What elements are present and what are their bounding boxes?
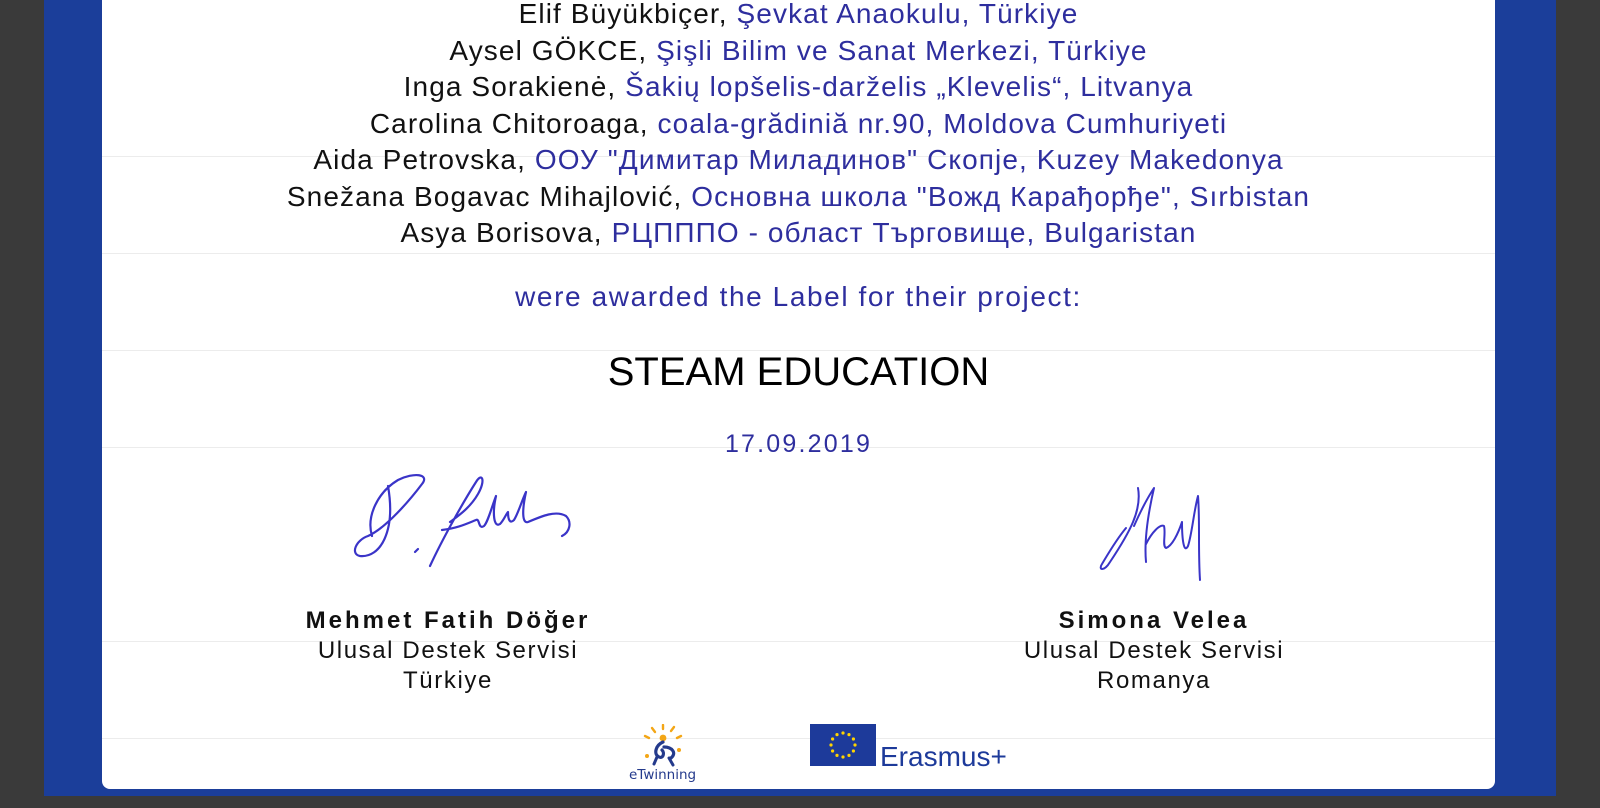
signatory-service: Ulusal Destek Servisi xyxy=(1023,637,1285,664)
participant-line xyxy=(102,69,1495,106)
etwinning-wordmark: eTwinning xyxy=(629,767,697,782)
participant-school: coala-grădiniă nr.90, Moldova Cumhuriyeti xyxy=(657,107,1228,139)
signature-right xyxy=(1094,480,1214,590)
signatory-country: Romanya xyxy=(1097,667,1211,694)
erasmus-logo xyxy=(878,740,1028,776)
signatory-service: Ulusal Destek Servisi xyxy=(317,637,579,664)
awarded-statement: were awarded the Label for their project: xyxy=(515,281,1082,312)
participant-school: Šakių lopšelis-darželis „Klevelis“, Litvanya xyxy=(625,71,1194,102)
project-title: STEAM EDUCATION xyxy=(607,350,990,394)
participant-line xyxy=(102,0,1495,33)
participant-school: Основна школа "Вожд Карађорђе", Sırbistan xyxy=(691,180,1311,212)
award-date: 17.09.2019 xyxy=(724,430,873,458)
participant-name: Aida Petrovska, xyxy=(313,144,535,175)
signatory-left xyxy=(238,606,658,696)
participant-line xyxy=(102,33,1495,70)
participant-name: Aysel GÖKCE, xyxy=(449,34,657,66)
participant-name: Elif Büyükbiçer, xyxy=(518,0,737,29)
eu-stars-icon xyxy=(810,724,876,766)
participant-line xyxy=(102,142,1495,179)
participant-school: Şevkat Anaokulu, Türkiye xyxy=(736,0,1079,29)
participant-school: Şişli Bilim ve Sanat Merkezi, Türkiye xyxy=(656,34,1148,66)
signatory-right xyxy=(944,606,1364,696)
certificate xyxy=(102,0,1495,789)
signature-left xyxy=(352,470,582,580)
participant-name: Snežana Bogavac Mihajlović, xyxy=(286,180,692,212)
participant-name: Asya Borisova, xyxy=(400,217,612,248)
signatory-name: Simona Velea xyxy=(1058,607,1250,634)
participant-name: Inga Sorakienė, xyxy=(403,71,626,102)
divider-line xyxy=(102,738,1495,739)
participant-list xyxy=(102,0,1495,252)
participant-line xyxy=(102,179,1495,216)
eu-flag-icon xyxy=(810,724,876,766)
erasmus-wordmark: Erasmus+ xyxy=(880,741,1007,772)
participant-school: РЦПППО - област Търговище, Bulgaristan xyxy=(611,217,1197,248)
participant-school: ООУ "Димитар Миладинов" Скопје, Kuzey Makedonya xyxy=(534,144,1284,175)
participant-name: Carolina Chitoroaga, xyxy=(369,107,658,139)
etwinning-logo xyxy=(625,724,715,782)
signatory-name: Mehmet Fatih Döğer xyxy=(305,607,591,634)
signatory-country: Türkiye xyxy=(403,667,493,694)
participant-line xyxy=(102,215,1495,252)
divider-line xyxy=(102,253,1495,254)
participant-line xyxy=(102,106,1495,143)
